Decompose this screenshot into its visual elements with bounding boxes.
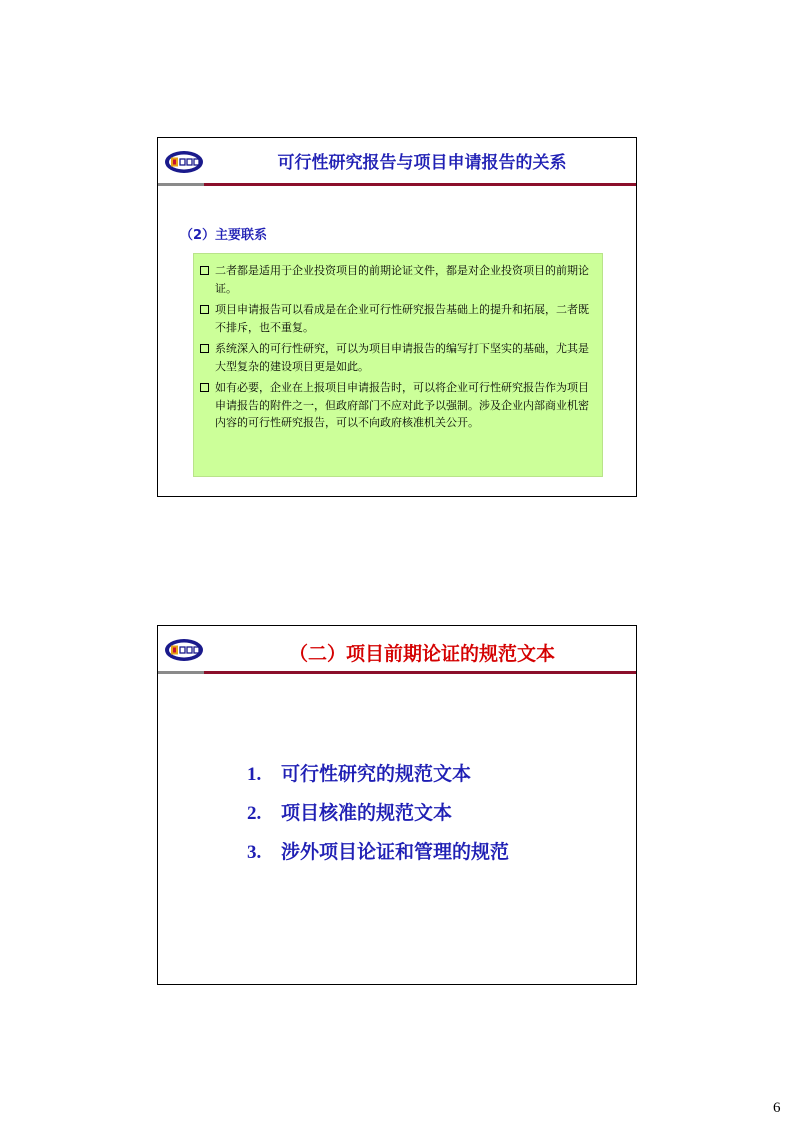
highlight-box [193,253,603,477]
section-subheading: （2）主要联系 [180,228,268,243]
checkbox-square-icon [200,305,209,314]
list-item-text: 如有必要，企业在上报项目申请报告时，可以将企业可行性研究报告作为项目申请报告的附件之一，但政府部门不应对此予以强制。涉及企业内部商业机密内容的可行性研究报告，可以不向政府核准机关公开。 [215,381,589,429]
list-item-number: 3. [247,842,262,863]
list-item [247,837,509,876]
title-divider [158,183,636,186]
list-item [200,262,596,297]
list-item-text: 可行性研究的规范文本 [281,763,472,785]
list-item-text: 系统深入的可行性研究，可以为项目申请报告的编写打下坚实的基础，尤其是大型复杂的建设项目更是如此。 [215,342,589,373]
list-item [247,759,509,798]
list-item-number: 2. [247,803,262,824]
list-item-text: 项目申请报告可以看成是在企业可行性研究报告基础上的提升和拓展，二者既不排斥，也不重复。 [215,303,589,334]
page-number: 6 [773,1100,781,1116]
list-item-text: 项目核准的规范文本 [281,802,453,824]
company-logo-icon [164,150,204,174]
list-item-text: 涉外项目论证和管理的规范 [281,841,510,863]
list-item [200,340,596,375]
slide-1 [157,137,637,497]
list-item [200,301,596,336]
list-item [200,379,596,432]
checkbox-square-icon [200,344,209,353]
company-logo-icon [164,638,204,662]
list-item-number: 1. [247,764,262,785]
checkbox-square-icon [200,383,209,392]
slide-2 [157,625,637,985]
list-item [247,798,509,837]
list-item-text: 二者都是适用于企业投资项目的前期论证文件，都是对企业投资项目的前期论证。 [215,264,589,295]
slide-title: 可行性研究报告与项目申请报告的关系 [277,153,567,173]
numbered-list [247,759,509,876]
checkbox-square-icon [200,266,209,275]
slide-title: （二）项目前期论证的规范文本 [288,643,555,665]
title-divider [158,671,636,674]
